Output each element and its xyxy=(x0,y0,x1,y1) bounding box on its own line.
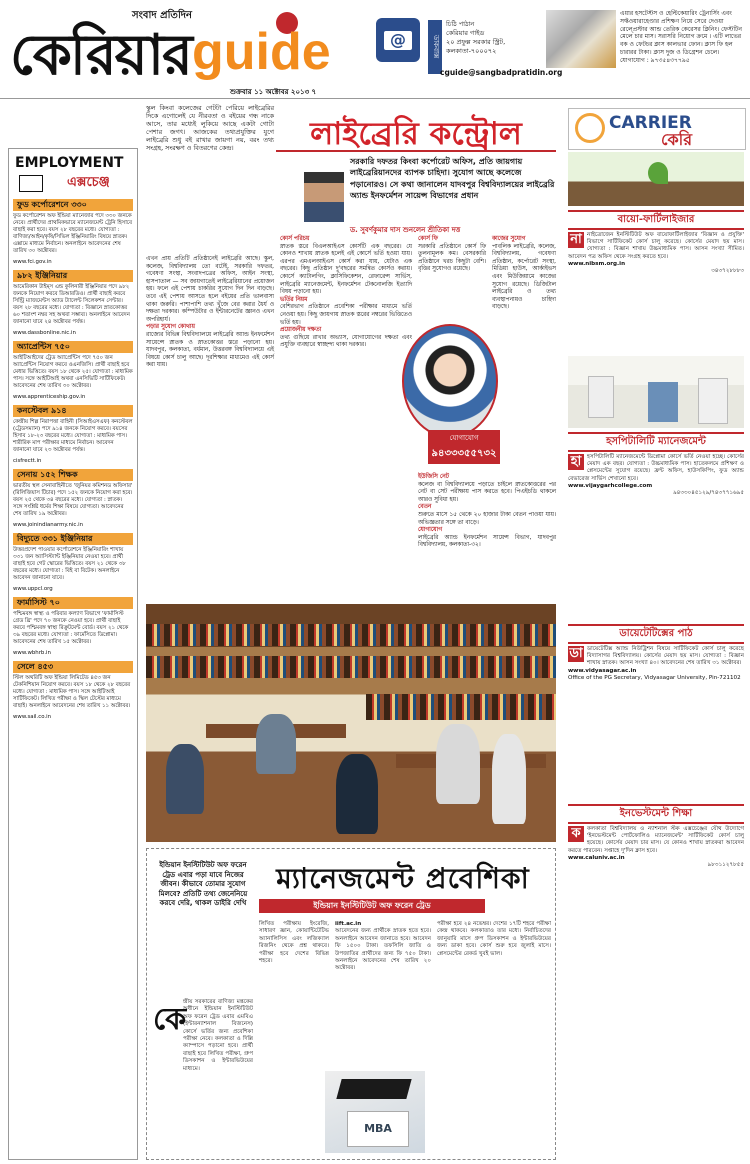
article-text: পাবলিক লাইব্রেরি, কলেজ, বিশ্ববিদ্যালয়, গবেষণা প্রতিষ্ঠান, কর্পোরেট সংস্থা, মিডিয়া হাউস, আর্কাইভস এবং মিউজিয়ামে কাজের সুযোগ রয়েছে। ডিজিটাল লাইব্রেরি ও তথ্য ব্যবস্থাপনায়ও চাহিদা বাড়ছে। xyxy=(492,243,556,311)
employment-exchange-logo xyxy=(15,155,131,195)
job-url[interactable]: www.wbhrb.in xyxy=(13,650,51,656)
librarian-photo xyxy=(402,324,498,438)
title-underline xyxy=(276,150,556,152)
management-column-1: ন্দ্রীয় সরকারের বাণিজ্য মন্ত্রকের অধীনে ইন্ডিয়ান ইনস্টিটিউট অফ ফরেন ট্রেড এবার এমবিএ (ইন্টারন্যাশনাল বিজনেস) কোর্সে ভর্তির জন্য প্রবেশিকা পরীক্ষা নেবে। কলকাতা ও দিল্লি ক্যাম্পাসে পড়ানো হবে। প্রার্থী বাছাই হবে লিখিত পরীক্ষা, গ্রুপ ডিসকাশন ও ইন্টারভিউয়ের মাধ্যমে। xyxy=(183,999,253,1072)
section-phone: ৩৪৩৭২৮৮৮৩ xyxy=(711,268,744,275)
job-item xyxy=(9,199,137,266)
mba-label: MBA xyxy=(347,1111,409,1147)
section-contact: Office of the PG Secretary, Vidyasagar University, Pin-721102 xyxy=(568,674,741,681)
job-item xyxy=(9,341,137,401)
contact-label: যোগাযোগ xyxy=(449,434,479,442)
at-sign-icon: @ xyxy=(390,30,406,49)
feature-intro: স্কুল কিংবা কলেজের গেটটা পেরিয়ে লাইব্রেরির দিকে এগোলেই যে নীরবতা ও বইয়ের গন্ধ নাকে আসে, তার মধ্যেই লুকিয়ে আছে একটা গোটা পেশার জগৎ। আজকের তথ্যপ্রযুক্তির যুগে লাইব্রেরি শুধু বই রাখার জায়গা নয়, বরং তথ্য সংগ্রহ, সংরক্ষণ ও বিতরণের কেন্দ্র। xyxy=(146,104,274,152)
section-phone: ৯৪৩৩০৪৫১২৯/৭৪৩৭৭১৬৯৫ xyxy=(673,490,744,497)
article-column-4 xyxy=(492,236,556,312)
job-url[interactable]: www.fci.gov.in xyxy=(13,259,52,265)
leaf-icon xyxy=(648,162,668,184)
section-url[interactable]: www.caluniv.ac.in xyxy=(568,854,625,861)
bookshelf xyxy=(366,694,556,720)
advert-photo xyxy=(546,10,616,68)
job-body: ফুড কর্পোরেশন অফ ইন্ডিয়া ম্যানেজার পদে ৩৩০ জনকে নেবে। প্রার্থীদের প্রাথমিকভাবে ম্যানেজমেন্ট ট্রেনি হিসাবে বাছাই করা হবে। বয়স ২৮ বছরের মধ্যে। যোগ্যতা : বাণিজ্য/আইন/কৃষি/সিভিল ইঞ্জিনিয়ারিং বিষয়ে স্নাতক। এক্সামে মাধ্যমে নির্বাচন। অনলাইনে আবেদনের শেষ তারিখ ৩০ অক্টোবর। xyxy=(13,213,132,254)
carrier-logo xyxy=(568,108,746,150)
job-url[interactable]: www.dassbonline.nic.in xyxy=(13,330,76,336)
job-item xyxy=(9,533,137,593)
ring-icon xyxy=(575,113,605,143)
job-body: স্টিল অথরিটি অফ ইন্ডিয়া লিমিটেড ৪৫৩ জন টেকনিশিয়ান নিয়োগ করবে। বয়স ১৮ থেকে ২৮ বছরের মধ্যে। যোগ্যতা : মাধ্যমিক পাস। সঙ্গে আইটিআই সার্টিফিকেট। লিখিত পরীক্ষা ও স্কিল টেস্টের মাধ্যমে বাছাই। অনলাইনে আবেদনের শেষ তারিখ ১১ অক্টোবর। xyxy=(13,675,131,709)
management-subtitle: ইন্ডিয়ান ইনস্টিটিউট অফ ফরেন ট্রেড xyxy=(259,899,485,913)
job-heading: কনস্টেবল ৯১৪ xyxy=(13,405,133,417)
reader-figure xyxy=(436,724,480,804)
seedling-photo xyxy=(568,152,744,206)
date-line: শুক্রবার ১১ অক্টোবর ২০১৩ ৭ xyxy=(230,88,317,96)
article-text: শুরুতে মাসে ১৫ থেকে ২০ হাজার টাকা বেতন পাওয়া যায়। অভিজ্ঞতার সঙ্গে তা বাড়ে। xyxy=(418,511,556,526)
newspaper-tagline: সংবাদ প্রতিদিন xyxy=(132,10,193,21)
brand-name-bengali: কেরিয়ার xyxy=(10,22,191,88)
feature-lede: সরকারি দফতর কিংবা কর্পোরেট অফিস, প্রতি জায়গায় লাইব্রেরিয়ানদের ব্যাপক চাহিদা। সুযোগ আছে কলেজে পড়ানোরও। সে কথা জানালেন যাদবপুর বিশ্ববিদ্যালয়ের লাইব্রেরি অ্যান্ড ইনফর্মেশন সায়েন্স বিভাগের প্রধান xyxy=(350,157,555,201)
article-text: কলেজ বা বিশ্ববিদ্যালয়ে পড়াতে চাইলে স্নাতকোত্তরের পর নেট বা সেট পরীক্ষায় পাস করতে হবে। পিএইচডি থাকলে আরও সুবিধা হয়। xyxy=(418,481,556,503)
drop-cap: হা xyxy=(568,454,584,470)
job-url[interactable]: cisfrectt.in xyxy=(13,458,42,464)
job-url[interactable]: www.sail.co.in xyxy=(13,714,52,720)
article-text: রাজ্যের বিভিন্ন বিশ্ববিদ্যালয়ে লাইব্রেরি অ্যান্ড ইনফর্মেশন সায়েন্সে স্নাতক ও স্নাতকোত্তর স্তরে পড়ানো হয়। যাদবপুর, কলকাতা, বর্ধমান, উত্তরবঙ্গ বিশ্ববিদ্যালয়ে এই বিষয়ে কোর্স চালু আছে। দূরশিক্ষার মাধ্যমেও এই কোর্স করা যায়। xyxy=(146,331,274,369)
article-text: এখন প্রায় প্রতিটি প্রতিষ্ঠানেই লাইব্রেরি আছে। স্কুল, কলেজ, বিশ্ববিদ্যালয় তো বটেই, সরকারি দফতর, গবেষণা সংস্থা, সংবাদপত্রের অফিস, আইন সংস্থা, হাসপাতাল — সব জায়গাতেই লাইব্রেরিয়ানের প্রয়োজন হয়। ফলে এই পেশায় চাকরির সুযোগ দিন দিন বাড়ছে। তবে এই পেশায় আসতে হলে বইয়ের প্রতি ভালবাসা থাকা জরুরি। পাশাপাশি তথ্য খুঁজে বের করার ধৈর্য ও দক্ষতা দরকার। কম্পিউটার ও ইন্টারনেটের জ্ঞানও এখন অপরিহার্য। xyxy=(146,256,274,323)
contact-email[interactable]: cguide@sangbadpratidin.org xyxy=(440,68,563,77)
job-heading: অ্যাপ্রেন্টিস ৭৫০ xyxy=(13,341,133,353)
feature-title: লাইব্রেরি কন্ট্রোল xyxy=(310,116,522,152)
article-subhead: যোগাযোগ xyxy=(418,527,443,534)
article-text: লাইব্রেরি অ্যান্ড ইনফর্মেশন সায়েন্স বিভাগ, যাদবপুর বিশ্ববিদ্যালয়, কলকাতা-৩২। xyxy=(418,534,556,549)
bookshelf xyxy=(146,656,556,678)
article-column-1 xyxy=(146,256,274,370)
job-url[interactable]: www.apprenticeship.gov.in xyxy=(13,394,86,400)
section-title: ইনভেস্টমেন্ট শিক্ষা xyxy=(568,804,744,824)
library-photo xyxy=(146,604,556,842)
article-text: সরকারি প্রতিষ্ঠানে কোর্স ফি তুলনামূলক কম। বেসরকারি প্রতিষ্ঠানে খরচ কিছুটা বেশি। বৃত্তির সুযোগও রয়েছে। xyxy=(418,243,486,273)
drop-cap: না xyxy=(568,232,584,248)
article-subhead: কোর্স ফি xyxy=(418,236,438,242)
job-heading: সেনায় ১৫২ শিক্ষক xyxy=(13,469,133,481)
article-column-2 xyxy=(280,236,412,350)
section-text: ডায়েটেটিক্স অ্যান্ড নিউট্রিশন বিষয়ে সার্টিফিকেট কোর্স চালু করেছে বিদ্যাসাগর বিশ্ববিদ্যালয়। কোর্সের মেয়াদ ছয় মাস। যোগ্যতা : বিজ্ঞান শাখায় স্নাতক। আসন সংখ্যা ৪০। আবেদনের শেষ তারিখ ৩১ অক্টোবর। xyxy=(587,646,744,667)
logo-text-en: CARRIER xyxy=(609,113,692,133)
article-column-3 xyxy=(418,236,486,274)
envelope-icon xyxy=(19,175,43,192)
management-entrance-box xyxy=(146,848,556,1160)
article-text: তথ্য গুছিয়ে রাখার অভ্যাস, যোগাযোগের দক্ষতা এবং প্রযুক্তি ব্যবহারে স্বাচ্ছন্দ্য থাকা দরকার। xyxy=(280,334,412,349)
feature-title-box xyxy=(276,110,556,150)
management-text: আবেদনের জন্য প্রার্থীকে স্নাতক হতে হবে। অনলাইনে আবেদন জানাতে হবে। আবেদন ফি ১৫০০ টাকা। তফসিলি জাতি ও উপজাতির প্রার্থীদের জন্য ফি ৭৫০ টাকা। অনলাইনে আবেদনের শেষ তারিখ ২০ অক্টোবর। xyxy=(335,928,431,972)
section-url[interactable]: www.vidyasagar.ac.in xyxy=(568,667,637,674)
employment-exchange-column xyxy=(8,148,138,1160)
section-body xyxy=(568,646,744,682)
job-url[interactable]: www.joinindianarmy.nic.in xyxy=(13,522,84,528)
masthead xyxy=(0,0,750,98)
management-teaser: ইন্ডিয়ান ইনস্টিটিউট অফ ফরেন ট্রেড এবার পড়া যাবে নিজের জীবন। কীভাবে তোমার সুযোগ মিলবে? প্রতিটি তথ্য জেনেনিয়ে করবে দেরি, থাকল ডাইরি দেখি xyxy=(158,861,248,908)
post-address: চিঠি পাঠান কেরিয়ার গাইড ২০ প্রফুল্ল সরকার স্ট্রিট, কলকাতা-৭০০০৭২ xyxy=(446,20,506,55)
job-heading: ফার্মাসিস্ট ৭০ xyxy=(13,597,133,609)
masthead-divider xyxy=(0,98,750,99)
mail-icon xyxy=(376,18,420,62)
job-item xyxy=(9,405,137,465)
feature-byline: ড. সুবর্ণকুমার দাস শুনলেন শ্রীতিকা দত্ত xyxy=(350,226,461,234)
article-subhead: বেতন xyxy=(418,504,432,511)
job-url[interactable]: www.uppcl.org xyxy=(13,586,53,592)
job-heading: ফুড কর্পোরেশনে ৩৩০ xyxy=(13,199,133,211)
article-subhead: কাজের সুযোগ xyxy=(492,236,526,242)
section-text: হসপিটালিটি ম্যানেজমেন্টে ডিপ্লোমা কোর্সে ভর্তি নেওয়া হচ্ছে। কোর্সের মেয়াদ এক বছর। যোগ্যতা : উচ্চমাধ্যমিক পাস। হাতেকলমে প্রশিক্ষণ ও প্লেসমেন্টের সুযোগ রয়েছে। ফ্রন্ট অফিস, হাউসকিপিং, ফুড অ্যান্ড বেভারেজ সার্ভিস শেখানো হবে। xyxy=(568,454,744,482)
job-body: ভারতীয় স্থল সেনাবাহিনীতে 'জুনিয়র কমিশনড অফিসার' (রিলিজিয়াস টিচার) পদে ১৫২ জনকে নিয়োগ করা হবে। বয়স ২৫ থেকে ৩৪ বছরের মধ্যে। যোগ্যতা : স্নাতক। সঙ্গে সংশ্লিষ্ট ধর্মের শিক্ষা বিষয়ে যোগ্যতা। আবেদনের শেষ তারিখ ১৯ অক্টোবর। xyxy=(13,483,133,517)
article-column-lower xyxy=(418,474,556,550)
job-body: আইটিআইদের ট্রেড অ্যাপ্রেন্টিস পদে ৭৫০ জন অ্যাপ্রেন্টিস নিয়োগ করবে ওএনজিসি। প্রার্থী বাছাই হবে মেধার ভিত্তিতে। বয়স ১৮ থেকে ২৫। যোগ্যতা : মাধ্যমিক পাস। সঙ্গে আইটিআই অথবা এনসিভিটি সার্টিফিকেট। আবেদনের শেষ তারিখ ৩০ অক্টোবর। xyxy=(13,355,133,389)
job-heading: ৯৮২ ইঞ্জিনিয়ার xyxy=(13,270,133,282)
section-text: কলকাতা বিশ্ববিদ্যালয় ও ন্যাশনাল স্টক এক্সচেঞ্জের যৌথ উদ্যোগে 'ইনভেস্টমেন্ট পোর্টফোলিও ম্যানেজমেন্ট' সার্টিফিকেট কোর্স চালু হয়েছে। কোর্সের মেয়াদ চার মাস। যে কোনও শাখায় স্নাতকরা আবেদন করতে পারবেন। সপ্তাহে দু'দিন ক্লাস হবে। xyxy=(568,826,744,854)
section-body xyxy=(568,454,744,497)
graduation-cap-icon xyxy=(336,1079,411,1099)
advert-text: এয়ার হসটেস্টস ও হেল্টিকেয়ারিং ট্রেনার্সিং এবং সফ্টওয়ারাহেণ্ডার প্রশিক্ষণ নিয়ে সেরে দেওয়া রেল্প্রেস্টার আন্ড তেরিক কেরেসর ক্লিনিং। ফেস্টটিন মেলে চার মাস। সরাসরি নিয়োগ ক্রমে । এটি লাভের বক ও ফেটচর ক্লাস কালভার ফোন। ক্লাস ফি হল চারারর টাকা। ক্লাস দুজ ও ডিগ্রেশন চেলে। যোগাযোগ : ৯৭৩৫৪৩৭৭৯৫ xyxy=(620,10,742,64)
library-feature xyxy=(146,104,556,1160)
hospital-photo xyxy=(568,356,744,428)
section-body xyxy=(568,826,744,869)
management-url[interactable]: iift.ac.in xyxy=(335,921,362,927)
section-title: হসপিটালিটি ম্যানেজমেন্ট xyxy=(568,432,744,452)
section-url[interactable]: www.nibsm.org.in xyxy=(568,260,626,267)
section-url[interactable]: www.vijaygarhcollege.com xyxy=(568,482,653,489)
contact-number[interactable]: ৯৪৩৩৩৫৫৭৩২ xyxy=(431,448,497,459)
job-body: পশ্চিমবঙ্গ স্বাস্থ্য ও পরিবার কল্যাণ বিভাগে 'ফার্মাসিস্ট গ্রেড থ্রি' পদে ৭০ জনকে নেওয়া হবে। প্রার্থী বাছাই করবে পশ্চিমবঙ্গ স্বাস্থ্য রিক্রুটমেন্ট বোর্ড। বয়স ২১ থেকে ৩৯ বছরের মধ্যে। যোগ্যতা : ফার্মেসিতে ডিপ্লোমা। আবেদনের শেষ তারিখ ১৫ অক্টোবর। xyxy=(13,611,129,645)
article-subhead: প্রয়োজনীয় দক্ষতা xyxy=(280,327,322,334)
post-box-label: ডাকবাক্স xyxy=(428,20,442,74)
logo-text-en: EMPLOYMENT xyxy=(15,155,124,171)
job-item xyxy=(9,597,137,657)
brand-name-guide: guide xyxy=(192,23,331,81)
drop-cap: কে xyxy=(153,1002,187,1037)
management-column-4: পরীক্ষা হবে ২৪ নভেম্বর। দেশের ১৭টি শহরে পরীক্ষা কেন্দ্র থাকবে। কলকাতাও তার মধ্যে। নির্বাচিতদের জানুয়ারি মাসে গ্রুপ ডিসকাশন ও ইন্টারভিউয়ের জন্য ডাকা হবে। কোর্স শুরু হবে জুলাই মাসে। প্লেসমেন্টের রেকর্ড খুবই ভাল। xyxy=(437,921,551,957)
job-heading: বিদ্যুতে ৩৩১ ইঞ্জিনিয়ার xyxy=(13,533,133,545)
management-title: ম্যানেজমেন্ট প্রবেশিকা xyxy=(276,862,530,895)
mba-graduation-image xyxy=(325,1071,425,1153)
reader-figure xyxy=(336,754,378,834)
job-body: উত্তরপ্রদেশ পাওয়ার কর্পোরেশনে ইঞ্জিনিয়ারিং শাখায় ৩৩১ জন অ্যাসিস্ট্যান্ট ইঞ্জিনিয়ার নেওয়া হবে। প্রার্থী বাছাই হবে গেট স্কোরের ভিত্তিতে। বয়স ২১ থেকে ৩৮ বছরের মধ্যে। যোগ্যতা : বিই বা বিটেক। অনলাইনে আবেদন জানানো যাবে। xyxy=(13,547,126,581)
carrier-column xyxy=(566,104,746,1160)
article-subhead: পড়ার সুযোগ কোথায় xyxy=(146,324,195,331)
management-column-3 xyxy=(335,921,431,973)
job-item xyxy=(9,469,137,529)
job-item xyxy=(9,270,137,337)
management-text: লিখিত পরীক্ষায় ইংরেজি, সাধারণ জ্ঞান, কোয়ান্টিটেটিভ অ্যানালিসিস এবং লজিক্যাল রিজনিং থেকে প্রশ্ন থাকবে। পরীক্ষা হবে দেশের বিভিন্ন শহরে। xyxy=(259,921,329,965)
section-title: বায়ো-ফার্টিলাইজার xyxy=(568,210,744,230)
staff-figure xyxy=(588,376,614,418)
drop-cap: ডা xyxy=(569,646,583,661)
reader-figure xyxy=(492,734,526,824)
article-text: স্নাতক স্তরে বিএলআইএস কোর্সটি এক বছরের। যে কোনও শাখায় স্নাতক হলেই এই কোর্সে ভর্তি হওয়া যায়। এরপর এমএলআইএস কোর্স করা যায়, যেটাও এক বছরের। কিছু প্রতিষ্ঠান দু'বছরের সমন্বিত কোর্সও করায়। কোর্সে ক্যাটালগিং, ক্লাসিফিকেশন, রেফারেন্স সার্ভিস, লাইব্রেরি ম্যানেজমেন্ট, ইনফর্মেশন টেকনোলজি ইত্যাদি বিষয় পড়ানো হয়। xyxy=(280,243,412,296)
logo-text-bn: কেরি xyxy=(661,130,693,149)
section-body xyxy=(568,232,744,275)
drop-cap: ক xyxy=(568,826,584,842)
staff-figure xyxy=(698,378,728,424)
contact-box xyxy=(428,430,500,464)
reader-figure xyxy=(256,714,296,774)
job-body: আমেরিকান টাইম্স এন্ড কুলিনারী ইঞ্জিনিয়ার পদে ৯৮২ জনকে নিয়োগ করবে ডিআরডিও। প্রার্থী বাছাই করবে সিন্ট্রি ম্যাজমেন্টস অ্যাড ট্যালেন্ট সিলেকশন সেন্টার। বয়স ২৮ বছরের মধ্যে। যোগ্যতা : বিজ্ঞানে স্নাতকোত্তর ৬০ শতাংশ নম্বর সহ অথবা সম্ভাব্য। অনলাইনে আবেদন জানানো যাবে ২৪ অক্টোবর পর্যন্ত। xyxy=(13,284,130,325)
management-column-2 xyxy=(259,921,329,965)
job-item xyxy=(9,661,137,721)
section-phone: ৯৮৩১১২৭৮৫৫ xyxy=(707,862,744,869)
section-text: নাইত্রোজেন ইনস্টিটিউট অফ বায়োফার্টিলাইজার 'বিজ্ঞান ও প্রযুক্তি' বিভাগে সার্টিফিকেট কোর্স চালু করেছে। কোর্সের মেয়াদ ছয় মাস। যোগ্যতা : বিজ্ঞান শাখায় উচ্চমাধ্যমিক পাস। আসন সংখ্যা সীমিত। আবেদন পত্র অফিস থেকে সংগ্রহ করতে হবে। xyxy=(568,232,744,260)
article-text: বেশিরভাগ প্রতিষ্ঠানে প্রবেশিকা পরীক্ষার মাধ্যমে ভর্তি নেওয়া হয়। কিছু জায়গায় স্নাতক স্তরের নম্বরের ভিত্তিতেও ভর্তি হয়। xyxy=(280,304,412,326)
logo-text-bn: এক্সচেঞ্জ xyxy=(67,175,110,190)
article-subhead: ভর্তির নিয়ম xyxy=(280,296,308,303)
expert-photo xyxy=(304,172,344,222)
article-subhead: ইউজিসি নেট xyxy=(418,474,449,480)
bookshelf xyxy=(146,624,556,646)
job-body: কেন্দ্রীয় শিল্প নিরাপত্তা বাহিনী (সিআইএসএফ) কনস্টেবল (ট্রেডসম্যান) পদে ৯১৪ জনকে নিয়োগ করবে। বয়সের হিসাব ১৮-২৩ বছরের মধ্যে। যোগ্যতা : মাধ্যমিক পাস। শারীরিক মাপ পরীক্ষার মাধ্যমে নির্বাচন। আবেদন জানানো যাবে ২৩ অক্টোবর পর্যন্ত। xyxy=(13,419,133,453)
job-heading: সেলে ৪৫৩ xyxy=(13,661,133,673)
section-title: ডায়েটেটিক্সের পাঠ xyxy=(568,624,744,644)
reader-figure xyxy=(166,744,204,814)
staff-figure xyxy=(648,382,678,422)
article-subhead: কোর্স পরিচয় xyxy=(280,236,310,242)
